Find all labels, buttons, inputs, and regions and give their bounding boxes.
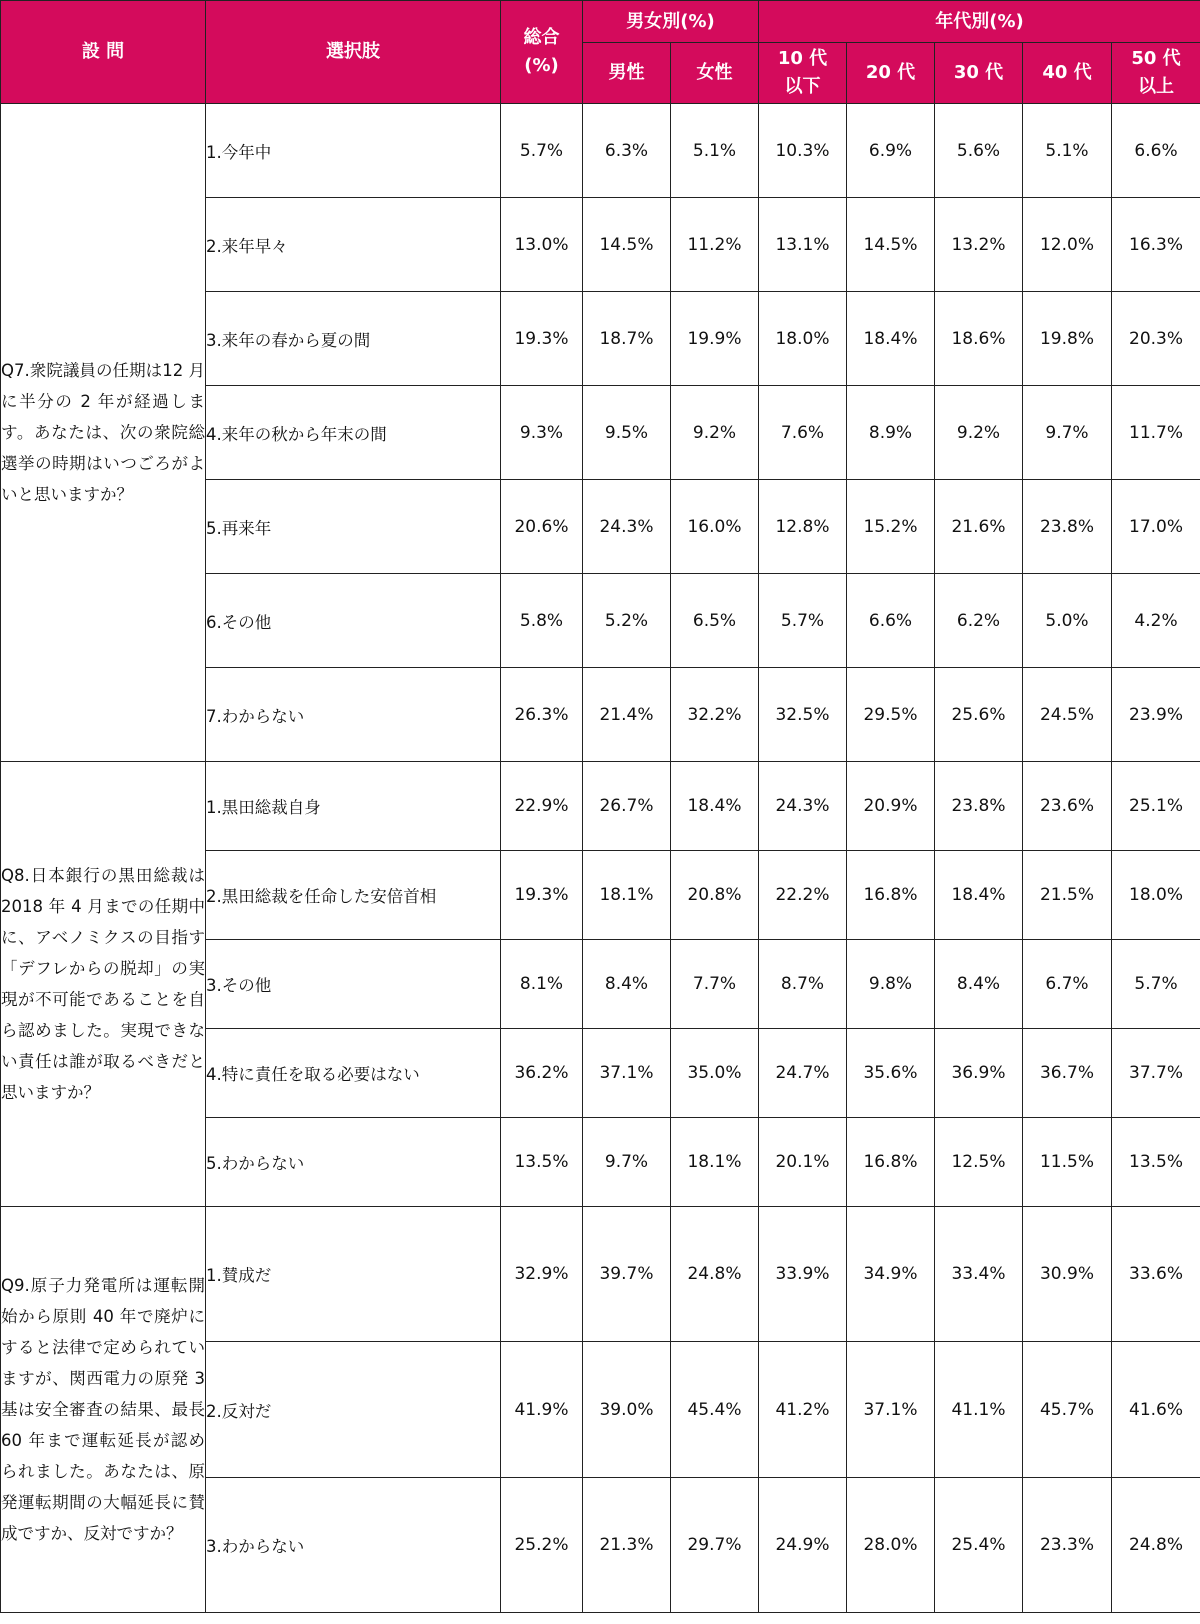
value-age-40: 23.6%	[1023, 762, 1112, 851]
header-total	[501, 1, 583, 104]
choice-label: 1.賛成だ	[206, 1207, 501, 1342]
value-male: 8.4%	[583, 940, 671, 1029]
table-row	[1, 104, 1200, 198]
choice-label: 1.今年中	[206, 104, 501, 198]
value-age-40: 21.5%	[1023, 851, 1112, 940]
value-age-10: 22.2%	[759, 851, 847, 940]
header-age-40	[1023, 43, 1112, 104]
value-age-10: 32.5%	[759, 668, 847, 762]
value-age-50: 16.3%	[1112, 198, 1200, 292]
value-female: 11.2%	[671, 198, 759, 292]
value-age-30: 25.6%	[935, 668, 1023, 762]
value-age-10: 12.8%	[759, 480, 847, 574]
value-age-10: 24.9%	[759, 1478, 847, 1613]
value-female: 6.5%	[671, 574, 759, 668]
value-age-50: 41.6%	[1112, 1342, 1200, 1478]
value-female: 5.1%	[671, 104, 759, 198]
value-age-10: 33.9%	[759, 1207, 847, 1342]
value-age-50: 13.5%	[1112, 1118, 1200, 1207]
value-age-20: 16.8%	[847, 1118, 935, 1207]
header-gender-group	[583, 1, 759, 43]
value-total: 19.3%	[501, 292, 583, 386]
value-age-40: 11.5%	[1023, 1118, 1112, 1207]
header-question	[1, 1, 206, 104]
header-age-group	[759, 1, 1200, 43]
value-age-40: 5.0%	[1023, 574, 1112, 668]
value-male: 9.5%	[583, 386, 671, 480]
header-age-50	[1112, 43, 1200, 104]
value-age-50: 5.7%	[1112, 940, 1200, 1029]
value-age-30: 9.2%	[935, 386, 1023, 480]
value-female: 7.7%	[671, 940, 759, 1029]
header-age-group-label: 年代別(%)	[935, 10, 1024, 32]
value-female: 45.4%	[671, 1342, 759, 1478]
value-age-10: 24.7%	[759, 1029, 847, 1118]
value-male: 37.1%	[583, 1029, 671, 1118]
value-age-30: 23.8%	[935, 762, 1023, 851]
value-female: 20.8%	[671, 851, 759, 940]
value-male: 21.3%	[583, 1478, 671, 1613]
value-age-30: 21.6%	[935, 480, 1023, 574]
value-age-20: 16.8%	[847, 851, 935, 940]
value-age-10: 18.0%	[759, 292, 847, 386]
value-male: 26.7%	[583, 762, 671, 851]
header-choice	[206, 1, 501, 104]
header-gender-group-label: 男女別(%)	[626, 10, 715, 32]
value-female: 29.7%	[671, 1478, 759, 1613]
value-male: 5.2%	[583, 574, 671, 668]
value-age-50: 20.3%	[1112, 292, 1200, 386]
header-age-50-label: 50 代 以上	[1131, 48, 1181, 97]
value-female: 9.2%	[671, 386, 759, 480]
value-age-40: 12.0%	[1023, 198, 1112, 292]
value-total: 41.9%	[501, 1342, 583, 1478]
value-age-50: 25.1%	[1112, 762, 1200, 851]
value-age-20: 29.5%	[847, 668, 935, 762]
value-female: 19.9%	[671, 292, 759, 386]
choice-label: 7.わからない	[206, 668, 501, 762]
value-age-20: 37.1%	[847, 1342, 935, 1478]
value-total: 26.3%	[501, 668, 583, 762]
choice-label: 1.黒田総裁自身	[206, 762, 501, 851]
value-age-50: 24.8%	[1112, 1478, 1200, 1613]
value-age-10: 20.1%	[759, 1118, 847, 1207]
value-male: 9.7%	[583, 1118, 671, 1207]
value-male: 24.3%	[583, 480, 671, 574]
value-age-10: 13.1%	[759, 198, 847, 292]
choice-label: 3.わからない	[206, 1478, 501, 1613]
value-age-40: 45.7%	[1023, 1342, 1112, 1478]
value-age-50: 18.0%	[1112, 851, 1200, 940]
choice-label: 5.再来年	[206, 480, 501, 574]
value-total: 9.3%	[501, 386, 583, 480]
value-total: 20.6%	[501, 480, 583, 574]
header-question-label: 設 問	[81, 41, 125, 62]
value-age-40: 5.1%	[1023, 104, 1112, 198]
choice-label: 4.特に責任を取る必要はない	[206, 1029, 501, 1118]
value-total: 19.3%	[501, 851, 583, 940]
header-female	[671, 43, 759, 104]
value-age-30: 5.6%	[935, 104, 1023, 198]
value-total: 36.2%	[501, 1029, 583, 1118]
value-age-40: 30.9%	[1023, 1207, 1112, 1342]
value-male: 18.7%	[583, 292, 671, 386]
header-age-20	[847, 43, 935, 104]
value-age-20: 35.6%	[847, 1029, 935, 1118]
value-age-10: 7.6%	[759, 386, 847, 480]
value-total: 13.0%	[501, 198, 583, 292]
value-age-20: 6.9%	[847, 104, 935, 198]
value-total: 5.8%	[501, 574, 583, 668]
table-row	[1, 762, 1200, 851]
value-age-40: 19.8%	[1023, 292, 1112, 386]
value-female: 35.0%	[671, 1029, 759, 1118]
value-age-10: 24.3%	[759, 762, 847, 851]
choice-label: 3.来年の春から夏の間	[206, 292, 501, 386]
value-age-20: 20.9%	[847, 762, 935, 851]
value-age-30: 18.4%	[935, 851, 1023, 940]
header-age-30-label: 30 代	[953, 62, 1004, 83]
value-total: 25.2%	[501, 1478, 583, 1613]
value-age-20: 14.5%	[847, 198, 935, 292]
value-male: 14.5%	[583, 198, 671, 292]
value-age-10: 10.3%	[759, 104, 847, 198]
value-age-10: 8.7%	[759, 940, 847, 1029]
choice-label: 4.来年の秋から年末の間	[206, 386, 501, 480]
question-q9: Q9.原子力発電所は運転開始から原則 40 年で廃炉にすると法律で定められていますが、関西電力の原発 3 基は安全審査の結果、最長 60 年まで運転延長が認められました。あなたは、原発運転期間の大幅延長に賛成ですか、反対ですか？	[1, 1207, 206, 1613]
value-total: 5.7%	[501, 104, 583, 198]
value-male: 39.0%	[583, 1342, 671, 1478]
header-female-label: 女性	[696, 62, 733, 83]
value-age-40: 36.7%	[1023, 1029, 1112, 1118]
value-age-30: 6.2%	[935, 574, 1023, 668]
header-age-10	[759, 43, 847, 104]
value-age-30: 13.2%	[935, 198, 1023, 292]
value-age-40: 6.7%	[1023, 940, 1112, 1029]
question-q8: Q8.日本銀行の黒田総裁は 2018 年 4 月までの任期中に、アベノミクスの目指す「デフレからの脱却」の実現が不可能であることを自ら認めました。実現できない責任は誰が取るべきだと思いますか？	[1, 762, 206, 1207]
value-age-50: 4.2%	[1112, 574, 1200, 668]
value-age-20: 28.0%	[847, 1478, 935, 1613]
value-age-40: 23.8%	[1023, 480, 1112, 574]
header-age-40-label: 40 代	[1042, 62, 1092, 83]
value-total: 8.1%	[501, 940, 583, 1029]
value-age-50: 17.0%	[1112, 480, 1200, 574]
value-age-30: 18.6%	[935, 292, 1023, 386]
value-age-30: 41.1%	[935, 1342, 1023, 1478]
value-total: 13.5%	[501, 1118, 583, 1207]
value-age-10: 5.7%	[759, 574, 847, 668]
value-female: 32.2%	[671, 668, 759, 762]
header-age-30	[935, 43, 1023, 104]
value-age-10: 41.2%	[759, 1342, 847, 1478]
value-age-40: 23.3%	[1023, 1478, 1112, 1613]
value-female: 18.4%	[671, 762, 759, 851]
value-age-30: 12.5%	[935, 1118, 1023, 1207]
value-age-50: 6.6%	[1112, 104, 1200, 198]
value-age-30: 33.4%	[935, 1207, 1023, 1342]
value-age-20: 15.2%	[847, 480, 935, 574]
choice-label: 2.黒田総裁を任命した安倍首相	[206, 851, 501, 940]
header-age-10-label: 10 代 以下	[777, 48, 828, 97]
value-total: 32.9%	[501, 1207, 583, 1342]
header-male-label: 男性	[608, 62, 645, 83]
value-age-50: 33.6%	[1112, 1207, 1200, 1342]
value-male: 18.1%	[583, 851, 671, 940]
value-male: 6.3%	[583, 104, 671, 198]
value-age-20: 18.4%	[847, 292, 935, 386]
value-age-20: 34.9%	[847, 1207, 935, 1342]
value-age-30: 25.4%	[935, 1478, 1023, 1613]
value-total: 22.9%	[501, 762, 583, 851]
choice-label: 2.反対だ	[206, 1342, 501, 1478]
value-age-50: 11.7%	[1112, 386, 1200, 480]
header-choice-label: 選択肢	[326, 41, 380, 62]
table-row	[1, 1207, 1200, 1342]
value-age-40: 24.5%	[1023, 668, 1112, 762]
value-age-30: 8.4%	[935, 940, 1023, 1029]
value-female: 16.0%	[671, 480, 759, 574]
value-female: 24.8%	[671, 1207, 759, 1342]
header-age-20-label: 20 代	[865, 62, 916, 83]
choice-label: 3.その他	[206, 940, 501, 1029]
value-male: 21.4%	[583, 668, 671, 762]
value-age-30: 36.9%	[935, 1029, 1023, 1118]
value-age-20: 8.9%	[847, 386, 935, 480]
value-age-40: 9.7%	[1023, 386, 1112, 480]
choice-label: 2.来年早々	[206, 198, 501, 292]
choice-label: 6.その他	[206, 574, 501, 668]
value-age-20: 9.8%	[847, 940, 935, 1029]
header-male	[583, 43, 671, 104]
value-age-20: 6.6%	[847, 574, 935, 668]
question-q7: Q7.衆院議員の任期は12 月に半分の 2 年が経過します。あなたは、次の衆院総選挙の時期はいつごろがよいと思いますか？	[1, 104, 206, 762]
value-age-50: 37.7%	[1112, 1029, 1200, 1118]
choice-label: 5.わからない	[206, 1118, 501, 1207]
header-total-label: 総合 (%)	[523, 27, 560, 76]
value-female: 18.1%	[671, 1118, 759, 1207]
value-age-50: 23.9%	[1112, 668, 1200, 762]
value-male: 39.7%	[583, 1207, 671, 1342]
